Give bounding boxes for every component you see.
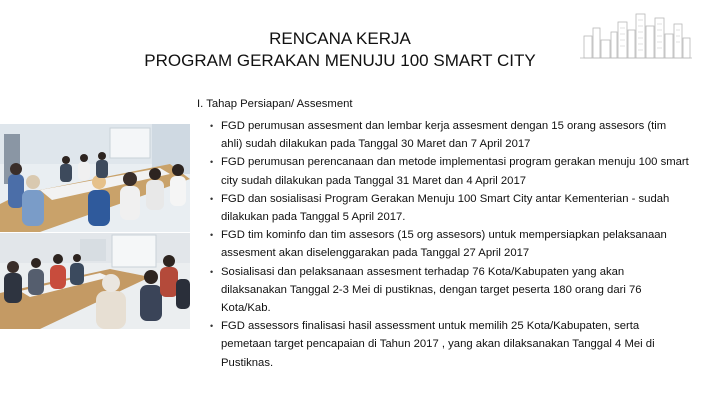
slide-title-line-2: PROGRAM GERAKAN MENUJU 100 SMART CITY [144, 51, 536, 70]
bullet-list [210, 117, 690, 372]
bullet-item: • FGD perumusan assesment dan lembar kerja assesment dengan 15 orang assesors (tim ahli) sudah dilakukan pada Tanggal 30 Maret dan 7 April 2017 [210, 117, 690, 153]
bullet-item: • FGD perumusan perencanaan dan metode implementasi program gerakan menuju 100 smart city sudah dilakukan pada Tanggal 31 Maret dan 4 April 2017 [210, 153, 690, 189]
bullet-item: • Sosialisasi dan pelaksanaan assesment terhadap 76 Kota/Kabupaten yang akan dilaksanakan Tanggal 2-3 Mei di pustiknas, dengan target peserta 180 orang dari 76 Kota/Kab. [210, 263, 690, 318]
city-skyline-logo [578, 8, 694, 66]
bullet-item: • FGD dan sosialisasi Program Gerakan Menuju 100 Smart City antar Kementerian - sudah dilakukan pada Tanggal 5 April 2017. [210, 190, 690, 226]
slide-title-line-1: RENCANA KERJA [269, 29, 411, 48]
section-heading: I. Tahap Persiapan/ Assesment [197, 98, 353, 110]
bullet-item: • FGD assessors finalisasi hasil assessment untuk memilih 25 Kota/Kabupaten, serta pemetaan target pencapaian di Tahun 2017 , yang akan dilaksanakan Tanggal 4 Mei di Pustiknas. [210, 317, 690, 372]
meeting-photo-1 [0, 124, 190, 232]
bullet-item: • FGD tim kominfo dan tim assesors (15 org assesors) untuk mempersiapkan pelaksanaan assesment akan diselenggarakan pada Tanggal 27 April 2017 [210, 226, 690, 262]
meeting-photo-2 [0, 233, 190, 329]
